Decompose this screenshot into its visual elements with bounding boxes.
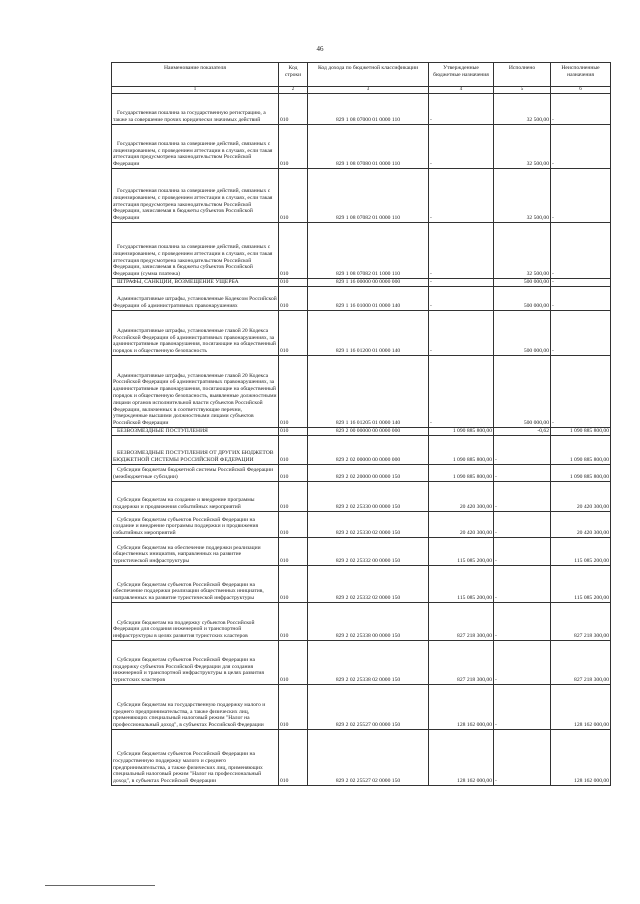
row-unexecuted: - <box>551 125 611 169</box>
row-income-code: 829 2 02 25332 00 0000 150 <box>308 538 429 566</box>
row-line-code: 010 <box>279 465 308 482</box>
table-row <box>112 482 611 512</box>
column-number: 6 <box>551 87 611 94</box>
row-executed: 500 000,00 <box>494 279 551 287</box>
column-number: 3 <box>308 87 429 94</box>
row-executed: - <box>494 538 551 566</box>
table-body <box>112 94 611 786</box>
row-unexecuted: - <box>551 279 611 287</box>
row-line-code: 010 <box>279 436 308 465</box>
row-planned: - <box>429 94 494 125</box>
table-row <box>112 436 611 465</box>
row-executed: 32 500,00 <box>494 94 551 125</box>
row-executed: - <box>494 566 551 603</box>
row-line-code: 010 <box>279 125 308 169</box>
row-income-code: 829 2 02 25338 00 0000 150 <box>308 603 429 641</box>
row-name: БЕЗВОЗМЕЗДНЫЕ ПОСТУПЛЕНИЯ ОТ ДРУГИХ БЮДЖЕТОВ БЮДЖЕТНОЙ СИСТЕМЫ РОССИЙСКОЙ ФЕДЕРАЦИИ <box>112 436 279 465</box>
row-name: Субсидии бюджетам на обеспечение поддержки реализации общественных инициатив, направленных на развитие туристической инфраструктуры <box>112 538 279 566</box>
row-name: Административные штрафы, установленные главой 20 Кодекса Российской Федерации об административных правонарушениях, за административные правонарушения, посягающие на общественный порядок и общественную безопасность, выявленные должностными лицами органов исполнительной власти субъектов Российской Федерации, включенных в соответствующие перечни, утвержденные высшими должностными лицами субъектов Российской Федерации <box>112 356 279 428</box>
row-line-code: 010 <box>279 94 308 125</box>
row-planned: - <box>429 287 494 311</box>
row-executed: 500 000,00 <box>494 287 551 311</box>
column-number: 2 <box>279 87 308 94</box>
header-code: Код дохода по бюджетной классификации <box>308 63 429 87</box>
row-line-code: 010 <box>279 685 308 730</box>
row-planned: - <box>429 125 494 169</box>
table-row <box>112 311 611 356</box>
row-planned: - <box>429 169 494 223</box>
row-income-code: 829 1 16 01200 01 0000 140 <box>308 311 429 356</box>
row-unexecuted: - <box>551 356 611 428</box>
table-row <box>112 94 611 125</box>
row-income-code: 829 1 08 07082 01 0000 110 <box>308 169 429 223</box>
row-name: Государственная пошлина за совершение действий, связанных с лицензированием, с проведением аттестации в случаях, если такая аттестация предусмотрена законодательством Российской Федерации, зачисляемая в бюджеты субъектов Российской Федерации (сумма платежа) <box>112 223 279 279</box>
footer-divider <box>45 885 155 886</box>
row-name: Государственная пошлина за совершение действий, связанных с лицензированием, с проведением аттестации в случаях, если такая аттестация предусмотрена законодательством Российской Федерации <box>112 125 279 169</box>
row-income-code: 829 1 08 07080 01 0000 110 <box>308 125 429 169</box>
row-executed: 32 500,00 <box>494 169 551 223</box>
row-line-code: 010 <box>279 538 308 566</box>
row-planned: - <box>429 311 494 356</box>
row-executed: - <box>494 641 551 685</box>
header-exec: Исполнено <box>494 63 551 87</box>
row-name: Субсидии бюджетам на создание и внедрение программы поддержки и продвижения событийных мероприятий <box>112 482 279 512</box>
row-name: Субсидии бюджетам на поддержку субъектов Российской Федерации для создания инженерной и транспортной инфраструктуры в целях развития туристских кластеров <box>112 603 279 641</box>
table-row <box>112 428 611 436</box>
table-row <box>112 169 611 223</box>
table-row <box>112 538 611 566</box>
column-number: 4 <box>429 87 494 94</box>
row-income-code: 829 2 02 25338 02 0000 150 <box>308 641 429 685</box>
row-planned: 128 162 000,00 <box>429 685 494 730</box>
row-income-code: 829 2 02 25330 00 0000 150 <box>308 482 429 512</box>
row-income-code: 829 2 02 25527 00 0000 150 <box>308 685 429 730</box>
row-income-code: 829 2 02 25332 02 0000 150 <box>308 566 429 603</box>
column-number: 1 <box>112 87 279 94</box>
row-line-code: 010 <box>279 641 308 685</box>
row-name: Административные штрафы, установленные Кодексом Российской Федерации об административных правонарушениях <box>112 287 279 311</box>
row-unexecuted: 128 162 000,00 <box>551 685 611 730</box>
row-income-code: 829 1 16 01205 01 0000 140 <box>308 356 429 428</box>
row-executed: - <box>494 482 551 512</box>
row-executed: - <box>494 512 551 538</box>
row-unexecuted: - <box>551 94 611 125</box>
header-line: Код строки <box>279 63 308 87</box>
row-income-code: 829 1 16 01000 01 0000 140 <box>308 287 429 311</box>
row-planned: 115 085 200,00 <box>429 538 494 566</box>
row-name: Государственная пошлина за совершение действий, связанных с лицензированием, с проведением аттестации в случаях, если такая аттестация предусмотрена законодательством Российской Федерации, зачисляемая в бюджеты субъектов Российской Федерации <box>112 169 279 223</box>
row-line-code: 010 <box>279 287 308 311</box>
row-income-code: 829 1 08 07082 01 1000 110 <box>308 223 429 279</box>
row-unexecuted: 827 218 300,00 <box>551 603 611 641</box>
row-unexecuted: 20 420 300,00 <box>551 512 611 538</box>
row-name: ШТРАФЫ, САНКЦИИ, ВОЗМЕЩЕНИЕ УЩЕРБА <box>112 279 279 287</box>
row-unexecuted: 1 090 885 800,00 <box>551 465 611 482</box>
row-line-code: 010 <box>279 223 308 279</box>
row-unexecuted: - <box>551 169 611 223</box>
income-table <box>111 62 611 786</box>
row-line-code: 010 <box>279 279 308 287</box>
row-planned: - <box>429 356 494 428</box>
table-row <box>112 279 611 287</box>
row-income-code: 829 2 02 20000 00 0000 150 <box>308 465 429 482</box>
row-line-code: 010 <box>279 428 308 436</box>
row-line-code: 010 <box>279 730 308 786</box>
row-name: Субсидии бюджетам субъектов Российской Федерации на государственную поддержку малого и среднего предпринимательства, а также физических лиц, применяющих специальный налоговый режим "Налог на профессиональный доход", в субъектах Российской Федерации <box>112 730 279 786</box>
row-planned: 827 218 300,00 <box>429 641 494 685</box>
row-planned: 20 420 300,00 <box>429 512 494 538</box>
row-income-code: 829 2 00 00000 00 0000 000 <box>308 428 429 436</box>
row-line-code: 010 <box>279 311 308 356</box>
table-row <box>112 685 611 730</box>
row-planned: 1 090 885 800,00 <box>429 428 494 436</box>
header-unexec: Неисполненные назначения <box>551 63 611 87</box>
row-name: Административные штрафы, установленные главой 20 Кодекса Российской Федерации об административных правонарушениях, за административные правонарушения, посягающие на общественный порядок и общественную безопасность <box>112 311 279 356</box>
row-line-code: 010 <box>279 482 308 512</box>
row-unexecuted: 20 420 300,00 <box>551 482 611 512</box>
row-unexecuted: 115 085 200,00 <box>551 566 611 603</box>
table-row <box>112 641 611 685</box>
row-executed: - <box>494 436 551 465</box>
row-name: БЕЗВОЗМЕЗДНЫЕ ПОСТУПЛЕНИЯ <box>112 428 279 436</box>
header-plan: Утвержденные бюджетные назначения <box>429 63 494 87</box>
row-planned: 827 218 300,00 <box>429 603 494 641</box>
row-executed: - <box>494 685 551 730</box>
row-name: Субсидии бюджетам субъектов Российской Федерации на поддержку субъектов Российской Федерации для создания инженерной и транспортной инфраструктуры в целях развития туристских кластеров <box>112 641 279 685</box>
row-executed: 500 000,00 <box>494 356 551 428</box>
table-row <box>112 566 611 603</box>
row-income-code: 829 2 02 25330 02 0000 150 <box>308 512 429 538</box>
table-row <box>112 287 611 311</box>
row-executed: - <box>494 730 551 786</box>
row-executed: - <box>494 465 551 482</box>
row-executed: 500 000,00 <box>494 311 551 356</box>
row-planned: 115 085 200,00 <box>429 566 494 603</box>
column-number: 5 <box>494 87 551 94</box>
row-name: Государственная пошлина за государственную регистрацию, а также за совершение прочих юридически значимых действий <box>112 94 279 125</box>
row-name: Субсидии бюджетам субъектов Российской Федерации на обеспечение поддержки реализации общественных инициатив, направленных на развитие туристической инфраструктуры <box>112 566 279 603</box>
page-number: 46 <box>316 45 324 53</box>
row-line-code: 010 <box>279 603 308 641</box>
row-planned: 20 420 300,00 <box>429 482 494 512</box>
table-row <box>112 125 611 169</box>
row-line-code: 010 <box>279 169 308 223</box>
row-planned: 1 090 885 800,00 <box>429 436 494 465</box>
row-executed: 32 500,00 <box>494 125 551 169</box>
row-unexecuted: - <box>551 311 611 356</box>
row-name: Субсидии бюджетам субъектов Российской Федерации на создание и внедрение программы поддержки и продвижения событийных мероприятий <box>112 512 279 538</box>
row-planned: - <box>429 223 494 279</box>
row-executed: 32 500,00 <box>494 223 551 279</box>
row-unexecuted: - <box>551 287 611 311</box>
row-unexecuted: 1 090 885 800,00 <box>551 428 611 436</box>
column-number-row <box>112 87 611 94</box>
row-unexecuted: - <box>551 223 611 279</box>
row-unexecuted: 1 090 885 800,00 <box>551 436 611 465</box>
row-unexecuted: 115 085 200,00 <box>551 538 611 566</box>
table-row <box>112 730 611 786</box>
row-executed: -0,62 <box>494 428 551 436</box>
row-name: Субсидии бюджетам на государственную поддержку малого и среднего предпринимательства, а также физических лиц, применяющих специальный налоговый режим "Налог на профессиональный доход", в субъектах Российской Федерации <box>112 685 279 730</box>
table-row <box>112 603 611 641</box>
row-planned: 1 090 885 800,00 <box>429 465 494 482</box>
row-unexecuted: 827 218 300,00 <box>551 641 611 685</box>
row-income-code: 829 1 08 07000 01 0000 110 <box>308 94 429 125</box>
row-name: Субсидии бюджетам бюджетной системы Российской Федерации (межбюджетные субсидии) <box>112 465 279 482</box>
table-row <box>112 512 611 538</box>
header-row <box>112 63 611 87</box>
row-line-code: 010 <box>279 512 308 538</box>
row-line-code: 010 <box>279 356 308 428</box>
row-line-code: 010 <box>279 566 308 603</box>
row-executed: - <box>494 603 551 641</box>
table-row <box>112 465 611 482</box>
row-income-code: 829 1 16 00000 00 0000 000 <box>308 279 429 287</box>
row-unexecuted: 128 162 000,00 <box>551 730 611 786</box>
table-row <box>112 356 611 428</box>
row-income-code: 829 2 02 00000 00 0000 000 <box>308 436 429 465</box>
row-planned: - <box>429 279 494 287</box>
row-income-code: 829 2 02 25527 02 0000 150 <box>308 730 429 786</box>
row-planned: 128 162 000,00 <box>429 730 494 786</box>
header-name: Наименование показателя <box>112 63 279 87</box>
table-row <box>112 223 611 279</box>
